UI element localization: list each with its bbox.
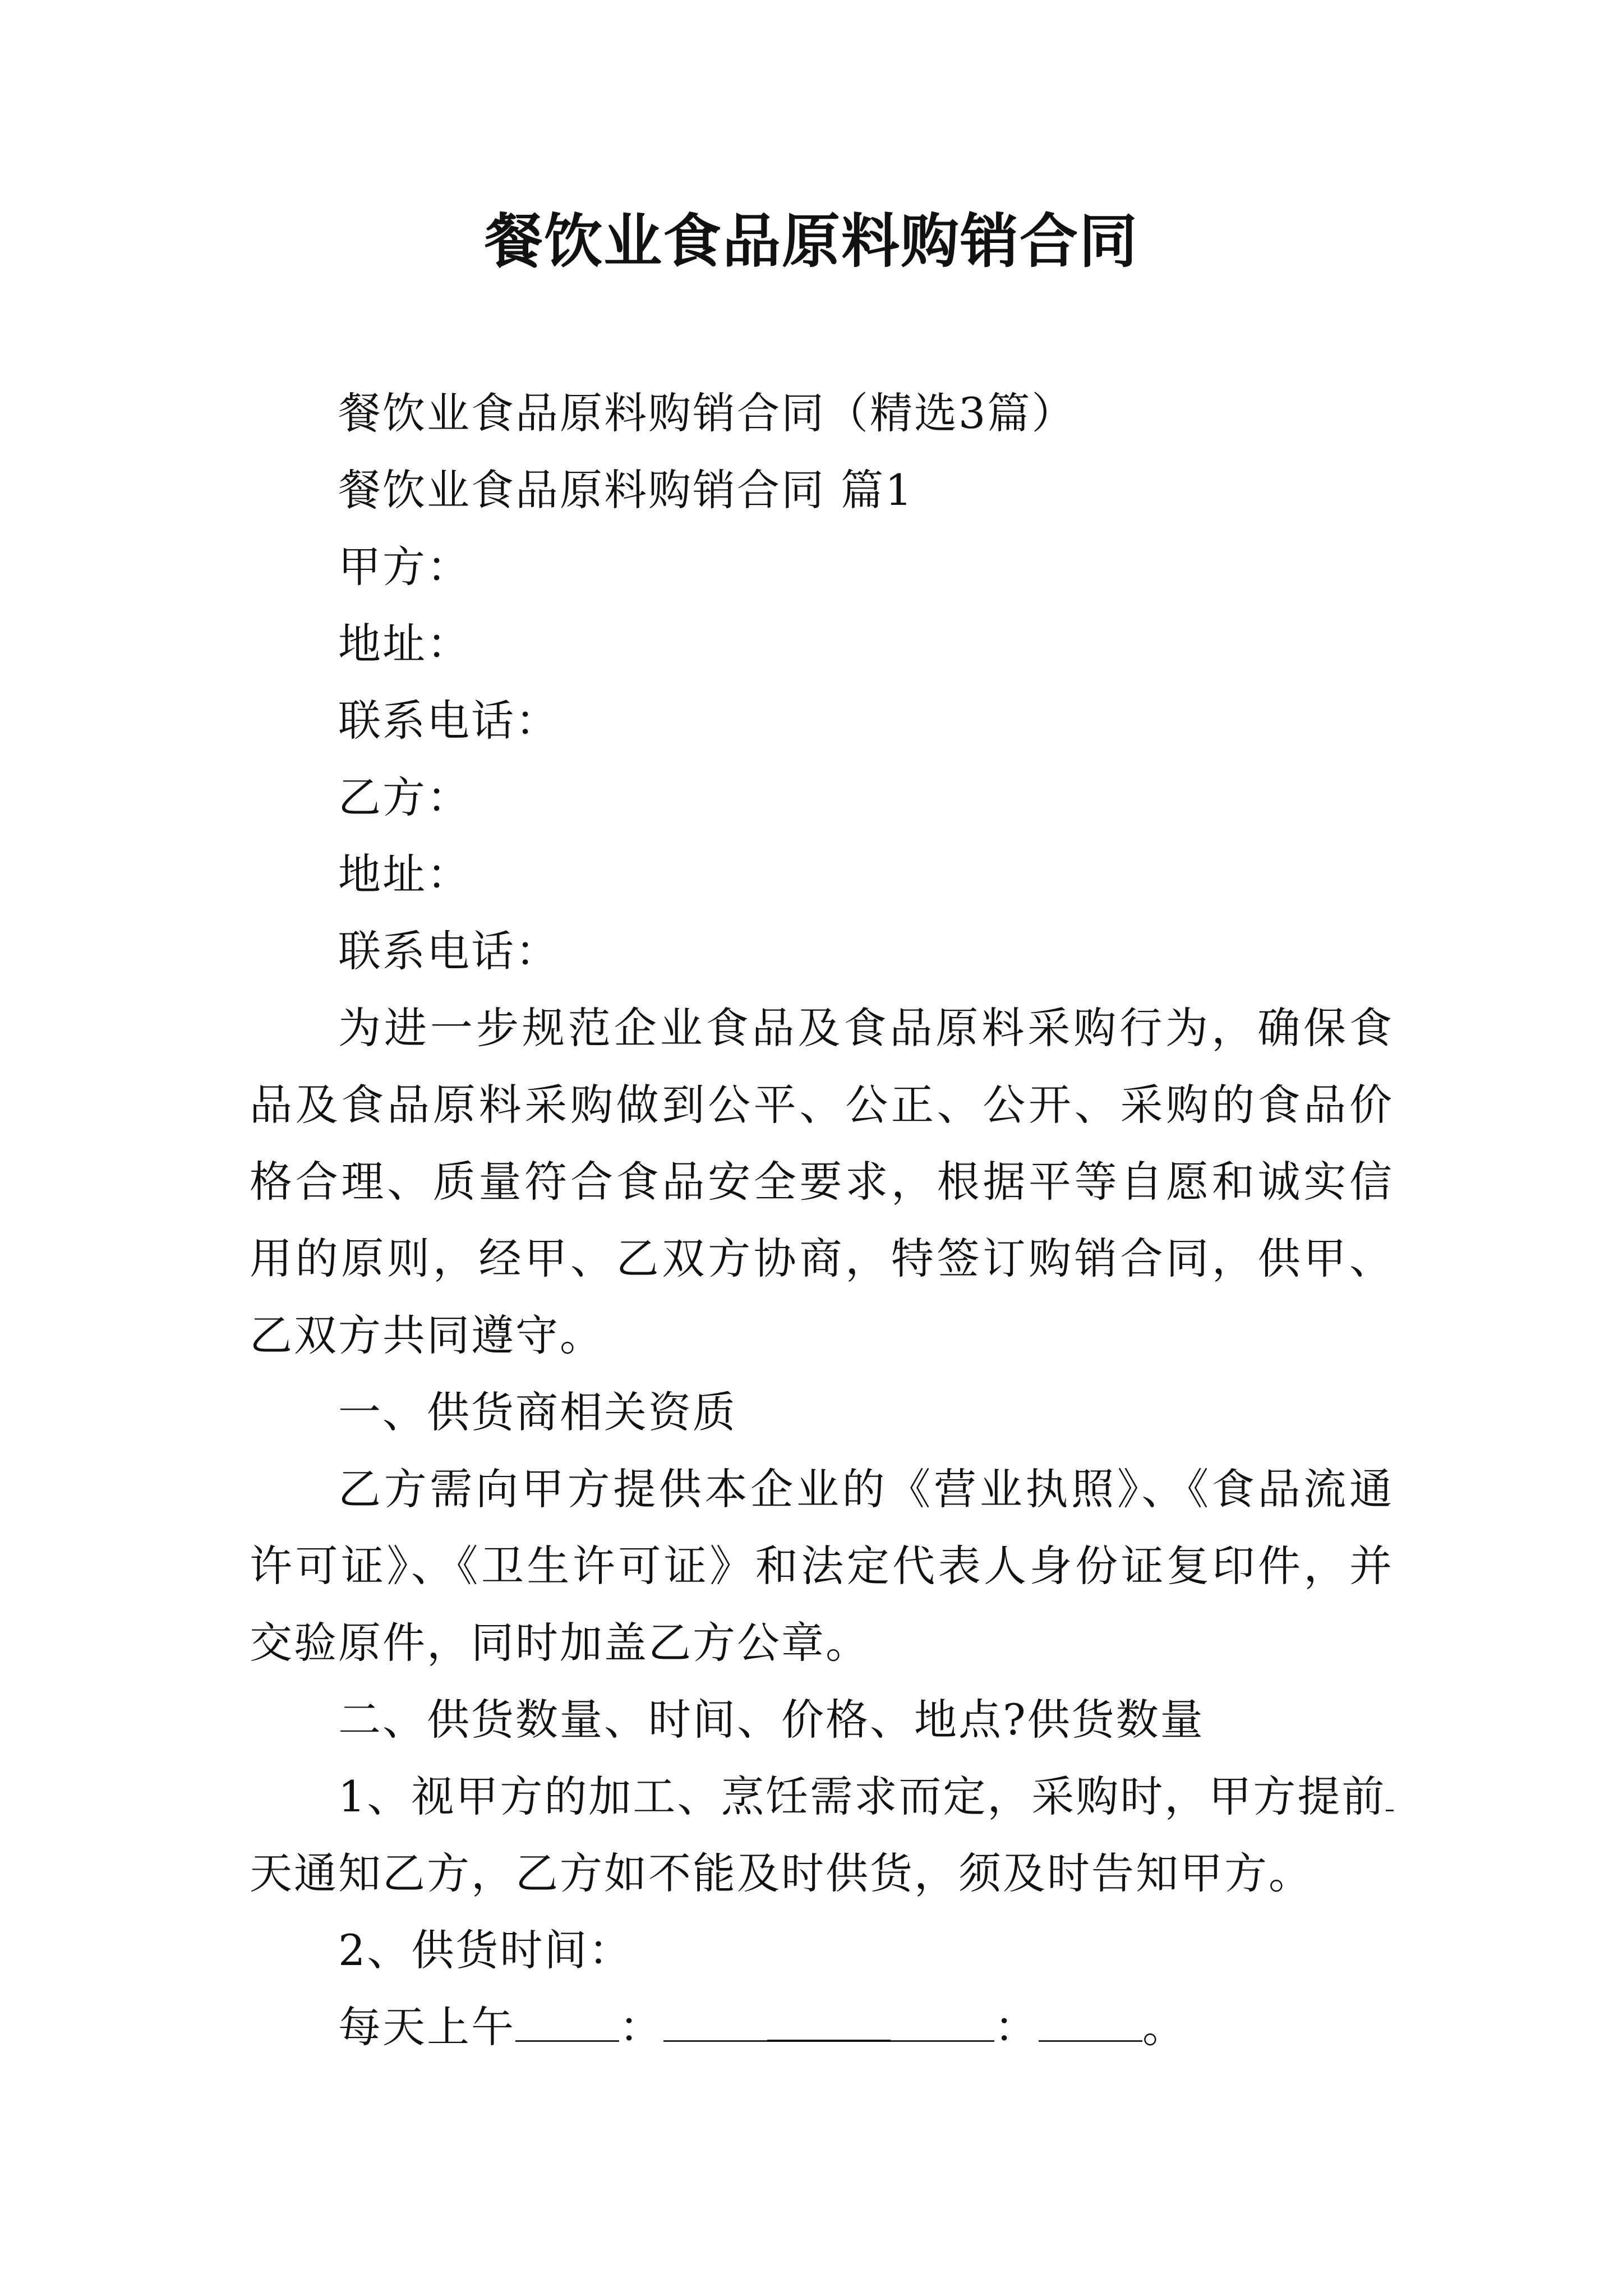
supply-time-line [250, 1989, 1394, 2065]
part-heading: 餐饮业食品原料购销合同 篇1 [338, 465, 914, 515]
party-a-phone-label: 联系电话： [338, 696, 560, 746]
document-title: 餐饮业食品原料购销合同 [484, 207, 1138, 275]
section2-item2-heading: 2、供货时间： [338, 1925, 633, 1975]
time-colon-1: ： [619, 2002, 663, 2052]
section2-item1-line1 [250, 1758, 1394, 1835]
time-prefix: 每天上午 [338, 2002, 515, 2052]
end-minute-blank[interactable] [1039, 2001, 1142, 2042]
intro-paragraph: 为进一步规范企业食品及食品原料采购行为，确保食品及食品原料采购做到公平、公正、公开、采购的食品价格合理、质量符合食品安全要求，根据平等自愿和诚实信用的原则，经甲、乙双方协商，特签订购销合同，供甲、乙双方共同遵守。 [250, 1003, 1394, 1360]
party-b-label: 乙方： [338, 772, 471, 822]
document-body [250, 375, 1394, 2065]
time-colon-2: ： [994, 2002, 1039, 2052]
section1-paragraph: 乙方需向甲方提供本企业的《营业执照》、《食品流通许可证》、《卫生许可证》和法定代表人身份证复印件，并交验原件，同时加盖乙方公章。 [250, 1464, 1394, 1668]
end-hour-blank[interactable] [891, 2001, 994, 2042]
time-end-mark: 。 [1142, 2002, 1187, 2052]
item1-text-part1: 1、视甲方的加工、烹饪需求而定，采购时，甲方提前 [338, 1772, 1386, 1821]
party-b-address-label: 地址： [338, 849, 471, 899]
party-a-label: 甲方： [338, 542, 471, 592]
start-minute-blank[interactable] [663, 2001, 767, 2042]
section2-item1-line2: 天通知乙方，乙方如不能及时供货，须及时告知甲方。 [250, 1848, 1313, 1898]
section1-heading: 一、供货商相关资质 [338, 1387, 737, 1437]
party-b-phone-label: 联系电话： [338, 926, 560, 976]
notice-days-blank[interactable] [1386, 1770, 1394, 1811]
party-a-address-label: 地址： [338, 619, 471, 669]
document-subtitle: 餐饮业食品原料购销合同（精选3篇） [338, 388, 1076, 438]
section2-heading: 二、供货数量、时间、价格、地点?供货数量 [338, 1695, 1205, 1745]
time-range-dash [767, 2014, 891, 2042]
start-hour-blank[interactable] [515, 2001, 619, 2042]
